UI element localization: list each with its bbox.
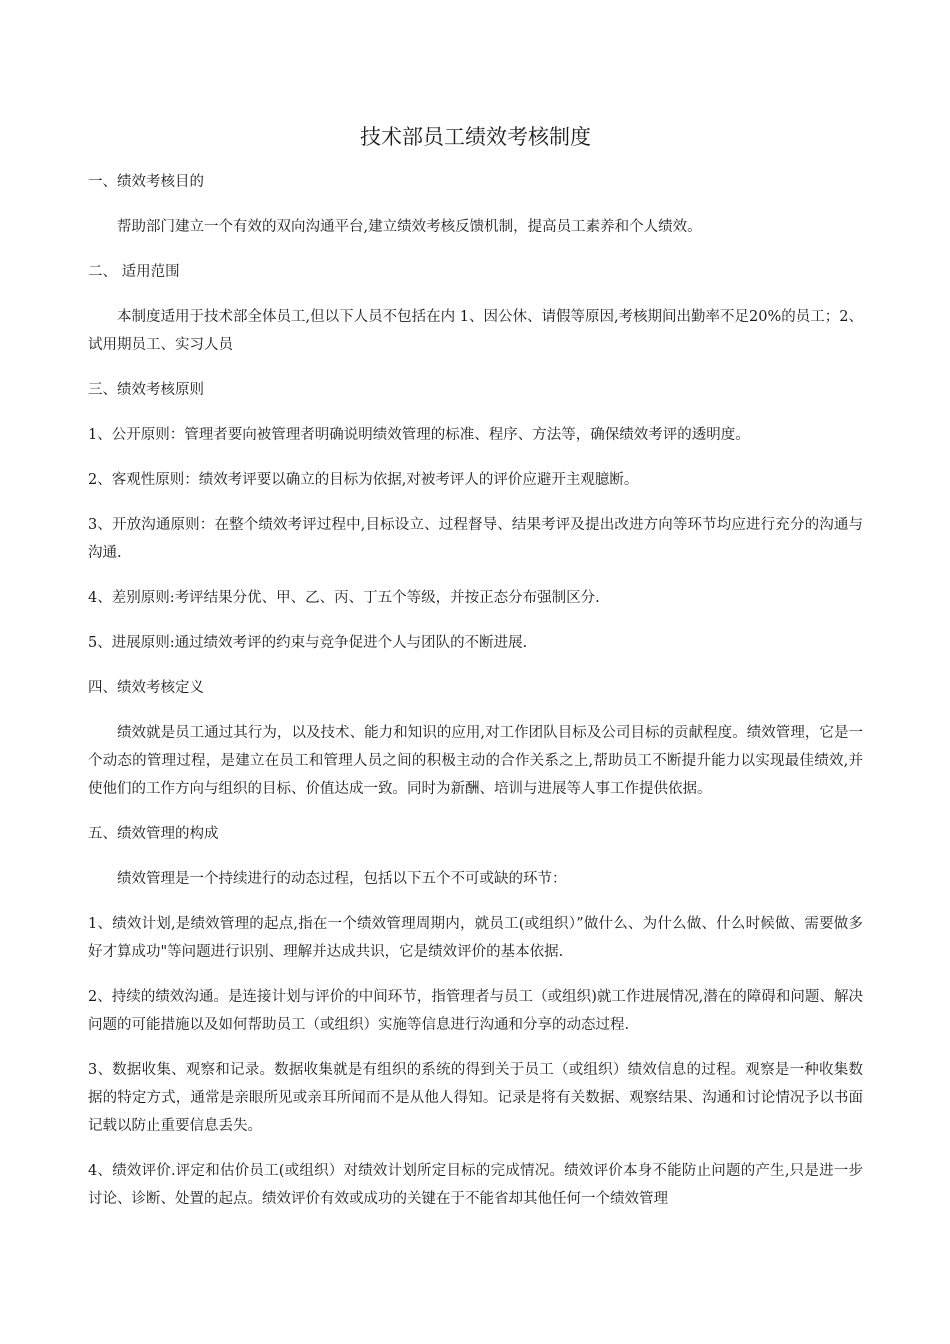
paragraph: 2、持续的绩效沟通。是连接计划与评价的中间环节，指管理者与员工（或组织)就工作进展情况,潜在的障碍和问题、解决问题的可能措施以及如何帮助员工（或组织）实施等信息进行沟通和分享的动态过程.	[88, 989, 863, 1033]
section-heading: 二、 适用范围	[88, 264, 180, 280]
paragraph: 3、数据收集、观察和记录。数据收集就是有组织的系统的得到关于员工（或组织）绩效信息的过程。观察是一种收集数据的特定方式，通常是亲眼所见或亲耳所闻而不是从他人得知。记录是将有关数据、观察结果、沟通和讨论情况予以书面记载以防止重要信息丢失。	[88, 1062, 863, 1134]
paragraph: 本制度适用于技术部全体员工,但以下人员不包括在内 1、因公休、请假等原因,考核期间出勤率不足20%的员工；2、试用期员工、实习人员	[88, 309, 864, 353]
section-heading: 一、绩效考核目的	[88, 174, 204, 190]
paragraph: 绩效管理是一个持续进行的动态过程，包括以下五个不可或缺的环节：	[117, 871, 567, 887]
paragraph: 3、开放沟通原则：在整个绩效考评过程中,目标设立、过程督导、结果考评及提出改进方向等环节均应进行充分的沟通与沟通.	[88, 517, 863, 561]
paragraph: 1、公开原则：管理者要向被管理者明确说明绩效管理的标准、程序、方法等，确保绩效考评的透明度。	[88, 427, 750, 443]
section-heading: 三、绩效考核原则	[88, 382, 204, 398]
section-heading: 五、绩效管理的构成	[88, 826, 219, 842]
paragraph: 1、绩效计划,是绩效管理的起点,指在一个绩效管理周期内，就员工(或组织）”做什么、为什么做、什么时候做、需要做多好才算成功"等问题进行识别、理解并达成共识，它是绩效评价的基本依据.	[88, 916, 863, 960]
section-heading: 四、绩效考核定义	[88, 680, 204, 696]
paragraph: 绩效就是员工通过其行为，以及技术、能力和知识的应用,对工作团队目标及公司目标的贡献程度。绩效管理，它是一个动态的管理过程，是建立在员工和管理人员之间的积极主动的合作关系之上,帮助员工不断提升能力以实现最佳绩效,并使他们的工作方向与组织的目标、价值达成一致。同时为新酬、培训与进展等人事工作提供依据。	[88, 725, 863, 797]
document-body	[88, 168, 863, 1213]
document-page	[88, 118, 863, 1230]
paragraph: 帮助部门建立一个有效的双向沟通平台,建立绩效考核反馈机制，提高员工素养和个人绩效。	[117, 219, 702, 235]
paragraph: 4、绩效评价.评定和估价员工(或组织）对绩效计划所定目标的完成情况。绩效评价本身不能防止问题的产生,只是进一步讨论、诊断、处置的起点。绩效评价有效或成功的关键在于不能省却其他任何一个绩效管理	[88, 1163, 863, 1207]
paragraph: 4、差别原则:考评结果分优、甲、乙、丙、丁五个等级，并按正态分布强制区分.	[88, 590, 600, 606]
document-title: 技术部员工绩效考核制度	[360, 125, 591, 149]
paragraph: 5、进展原则:通过绩效考评的约束与竞争促进个人与团队的不断进展.	[88, 635, 528, 651]
paragraph: 2、客观性原则：绩效考评要以确立的目标为依据,对被考评人的评价应避开主观臆断。	[88, 472, 639, 488]
